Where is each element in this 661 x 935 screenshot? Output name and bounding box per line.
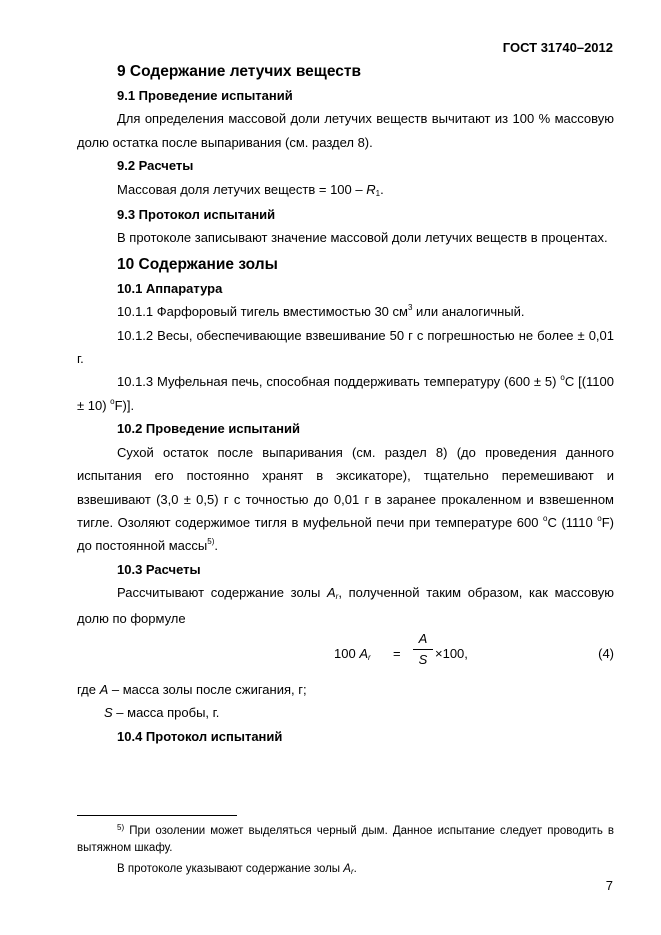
text-run: или аналогичный. [412,304,525,320]
text-run: , полученной таким образом, как массовую долю по формуле [77,585,614,626]
formula-comma: , [464,645,468,661]
fraction-bar [413,649,433,650]
footnote-separator [77,815,237,816]
formula-mul-text: ×100 [435,645,465,661]
superscript: o [110,396,115,406]
text-run: . [353,863,357,875]
heading-10-3: 10.3 Расчеты [117,561,201,577]
text-run: F) до постоянной массы [77,514,614,554]
footnote-text-2 [117,861,614,878]
subscript: r [335,592,339,602]
text-run: Массовая доля летучих веществ = 100 – [117,181,367,197]
section-10-title: 10 Содержание золы [117,255,278,273]
definition-a [77,678,614,701]
superscript: o [597,513,602,523]
text-run: 10.1.3 Муфельная печь, способная поддерживать температуру (600 ± 5) [117,374,561,390]
paragraph-10-1-1 [77,300,614,323]
formula-subscript: r [368,652,371,662]
text-run: Сухой остаток после выпаривания (см. раздел 8) (до проведения данного испытания его постоянно хранят в эксикаторе), тщательно перемешивают и взвешивают (3,0 ± 0,5) г с точностью до 0,01 г в заранее прокаленном и взвешенном тигле. Озоляют содержимое тигля в муфельной печи при температуре 600 [77,444,614,530]
paragraph-10-3 [77,581,614,630]
formula-coefficient: 100 [334,645,356,661]
variable-a: A [343,863,351,875]
equation-number: (4) [598,645,614,661]
footnote [77,823,614,878]
heading-10-2: 10.2 Проведение испытаний [117,421,300,437]
formula-lhs [334,642,371,667]
formula-denominator: S [418,651,428,667]
heading-9-3: 9.3 Протокол испытаний [117,207,276,223]
superscript: o [543,513,548,523]
formula-4 [77,632,614,678]
subscript: r [350,867,354,876]
heading-9-1: 9.1 Проведение испытаний [117,88,293,103]
text-run: В протоколе указывают содержание золы [117,863,344,875]
formula-variable: A [359,645,368,661]
paragraph-10-1-3 [77,370,614,417]
text-run: F)]. [114,397,135,413]
text-run: При озолении может выделяться черный дым. Данное испытание следует проводить в вытяжном шкафу. [77,825,614,854]
heading-9-2: 9.2 Расчеты [117,158,194,174]
paragraph-10-2 [77,441,614,558]
formula-numerator: A [418,630,428,646]
text-run: – масса пробы, г. [112,705,220,721]
page-number: 7 [605,878,613,893]
heading-10-4: 10.4 Протокол испытаний [117,728,283,744]
variable-s: S [104,705,113,721]
formula-equals: = [393,645,401,661]
text-run: где [77,681,100,697]
paragraph-10-1-2: 10.1.2 Весы, обеспечивающие взвешивание 50 г с погрешностью не более ± 0,01 г. [77,327,614,367]
footnote-mark: 5) [117,823,125,832]
superscript: o [560,373,565,383]
footnote-ref[interactable]: 5) [207,537,215,547]
variable-a: A [326,585,336,601]
paragraph-9-2 [77,178,614,203]
paragraph-9-3: В протоколе записывают значение массовой доли летучих веществ в процентах. [117,230,608,246]
text-run: C [(1100 ± 10) [77,374,614,413]
superscript: 3 [407,303,413,313]
footnote-text [77,823,614,857]
text-run: . [380,181,384,197]
text-run: C (1110 [547,514,598,530]
variable-a: A [99,681,109,697]
text-run: Рассчитывают содержание золы [117,585,327,601]
subscript: 1 [375,188,381,198]
paragraph-9-1: Для определения массовой доли летучих веществ вычитают из 100 % массовую долю остатка после выпаривания (см. раздел 8). [77,111,614,150]
main-content [77,60,614,748]
text-run: . [214,538,218,554]
heading-10-1: 10.1 Аппаратура [117,280,223,296]
variable-r: R [366,181,376,197]
text-run: 10.1.1 Фарфоровый тигель вместимостью 30 см [117,304,408,320]
section-9-title: 9 Содержание летучих веществ [117,63,362,80]
formula-multiplier [435,642,468,665]
definition-s [104,701,614,724]
formula-fraction [413,630,433,669]
text-run: – масса золы после сжигания, г; [108,681,307,697]
standard-number: ГОСТ 31740–2012 [502,40,613,55]
